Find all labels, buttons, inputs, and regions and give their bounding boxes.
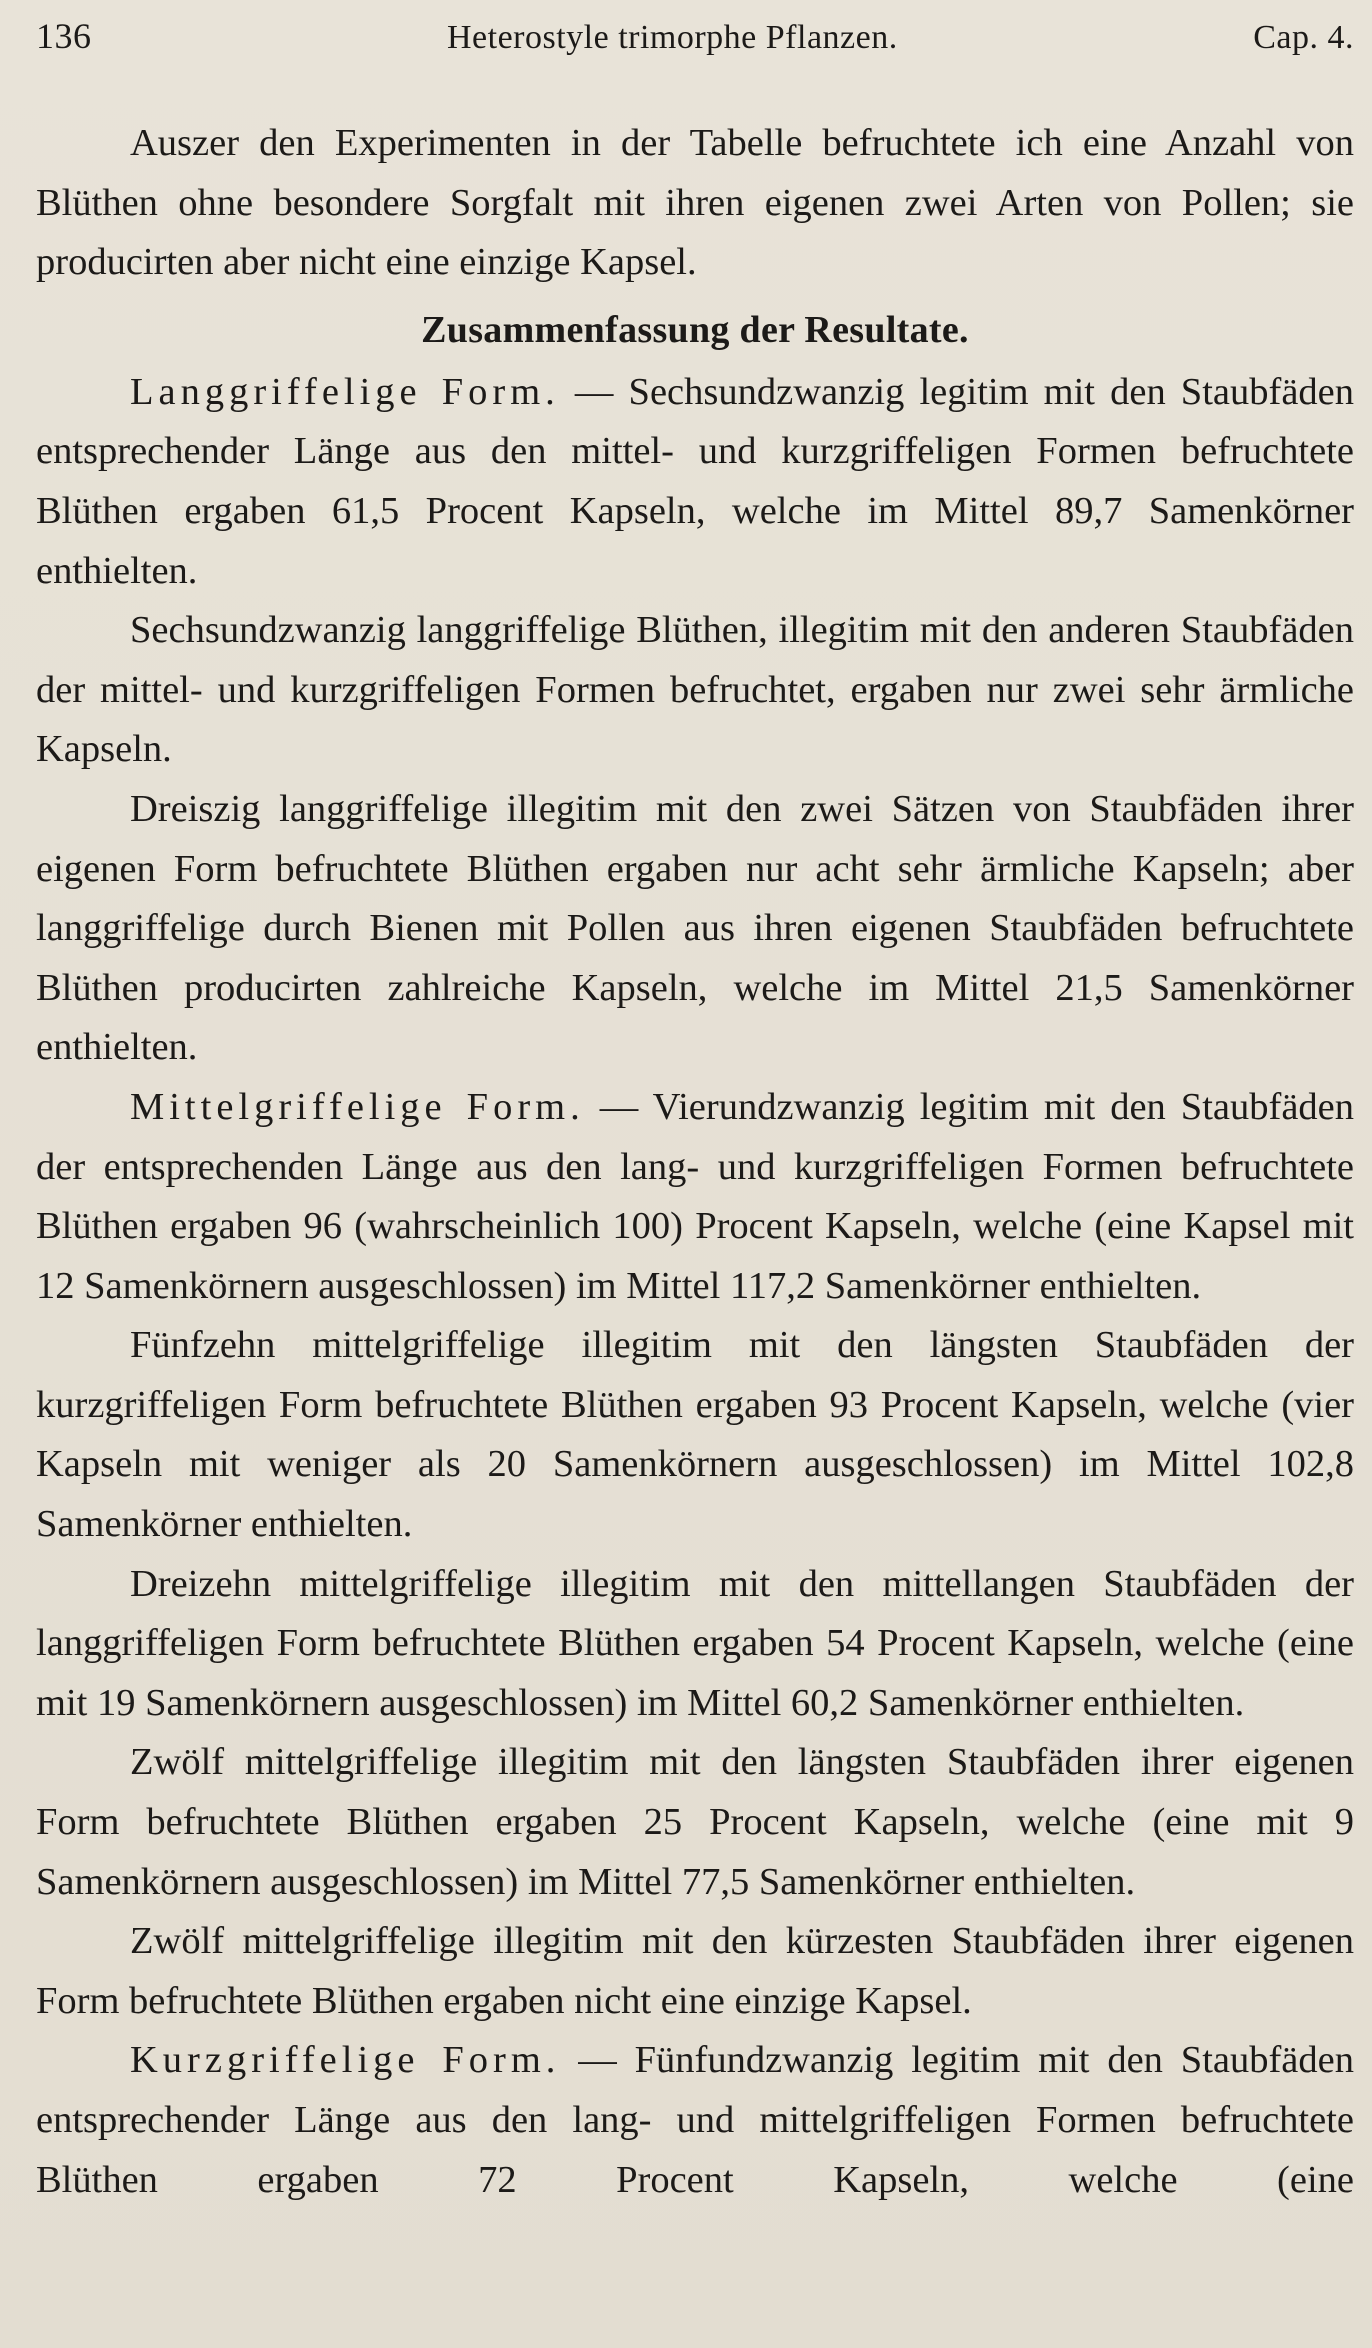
paragraph-2: Sechsundzwanzig langgriffelige Blüthen, illegitim mit den anderen Staubfäden der mittel- und kurzgriffeligen Formen befruchtet, ergaben nur zwei sehr ärmliche Kapseln. — [36, 609, 1354, 771]
body-text — [36, 114, 1354, 2210]
paragraph-intro: Auszer den Experimenten in der Tabelle befruchtete ich eine Anzahl von Blüthen ohne besondere Sorgfalt mit ihren eigenen zwei Arten von Pollen; sie producirten aber nicht eine einzige Kapsel. — [36, 122, 1354, 284]
paragraph-langgriffelige — [36, 363, 1354, 601]
paragraph-7: Zwölf mittelgriffelige illegitim mit den längsten Staubfäden ihrer eigenen Form befruchtete Blüthen ergaben 25 Procent Kapseln, welche (eine mit 9 Samenkörnern ausgeschlossen) im Mittel 77,5 Samenkörner enthielten. — [36, 1741, 1354, 1903]
page-number: 136 — [36, 16, 92, 56]
paragraph-kurzgriffelige — [36, 2031, 1354, 2210]
form-label-kurzgriffelige: Kurzgriffelige Form. — [130, 2039, 561, 2082]
paragraph-8: Zwölf mittelgriffelige illegitim mit den kürzesten Staubfäden ihrer eigenen Form befruchtete Blüthen ergaben nicht eine einzige Kapsel. — [36, 1920, 1354, 2022]
section-heading: Zusammenfassung der Resultate. — [421, 308, 969, 351]
paragraph-3: Dreiszig langgriffelige illegitim mit den zwei Sätzen von Staubfäden ihrer eigenen Form befruchtete Blüthen ergaben nur acht sehr ärmliche Kapseln; aber langgriffelige durch Bienen mit Pollen aus ihren eigenen Staubfäden befruchtete Blüthen producirten zahlreiche Kapseln, welche im Mittel 21,5 Samenkörner enthielten. — [36, 787, 1354, 1069]
paragraph-text: — Sechsundzwanzig legitim mit den Staubfäden entsprechender Länge aus den mittel- und kurzgriffeligen Formen befruchtete Blüthen ergaben 61,5 Procent Kapseln, welche im Mittel 89,7 Samenkörner enthielten. — [36, 370, 1354, 592]
chapter-label: Cap. 4. — [1253, 19, 1354, 56]
form-label-mittelgriffelige: Mittelgriffelige Form. — [130, 1085, 585, 1128]
paragraph-mittelgriffelige — [36, 1078, 1354, 1316]
running-head — [36, 14, 1354, 70]
paragraph-text: — Vierundzwanzig legitim mit den Staubfäden der entsprechenden Länge aus den lang- und kurzgriffeligen Formen befruchtete Blüthen ergaben 96 (wahrscheinlich 100) Procent Kapseln, welche (eine Kapsel mit 12 Samenkörnern ausgeschlossen) im Mittel 117,2 Samenkörner enthielten. — [36, 1085, 1355, 1307]
paragraph-text: — Fünfundzwanzig legitim mit den Staubfäden entsprechender Länge aus den lang- und mittelgriffeligen Formen befruchtete Blüthen ergaben 72 Procent Kapseln, welche (eine — [36, 2039, 1354, 2201]
paragraph-6: Dreizehn mittelgriffelige illegitim mit den mittellangen Staubfäden der langgriffeligen Form befruchtete Blüthen ergaben 54 Procent Kapseln, welche (eine mit 19 Samenkörnern ausgeschlossen) im Mittel 60,2 Samenkörner enthielten. — [36, 1562, 1354, 1724]
paragraph-5: Fünfzehn mittelgriffelige illegitim mit den längsten Staubfäden der kurzgriffeligen Form befruchtete Blüthen ergaben 93 Procent Kapseln, welche (vier Kapseln mit weniger als 20 Samenkörnern ausgeschlossen) im Mittel 102,8 Samenkörner enthielten. — [36, 1324, 1354, 1546]
running-title: Heterostyle trimorphe Pflanzen. — [446, 19, 898, 56]
form-label-langgriffelige: Langgriffelige Form. — [130, 370, 560, 413]
